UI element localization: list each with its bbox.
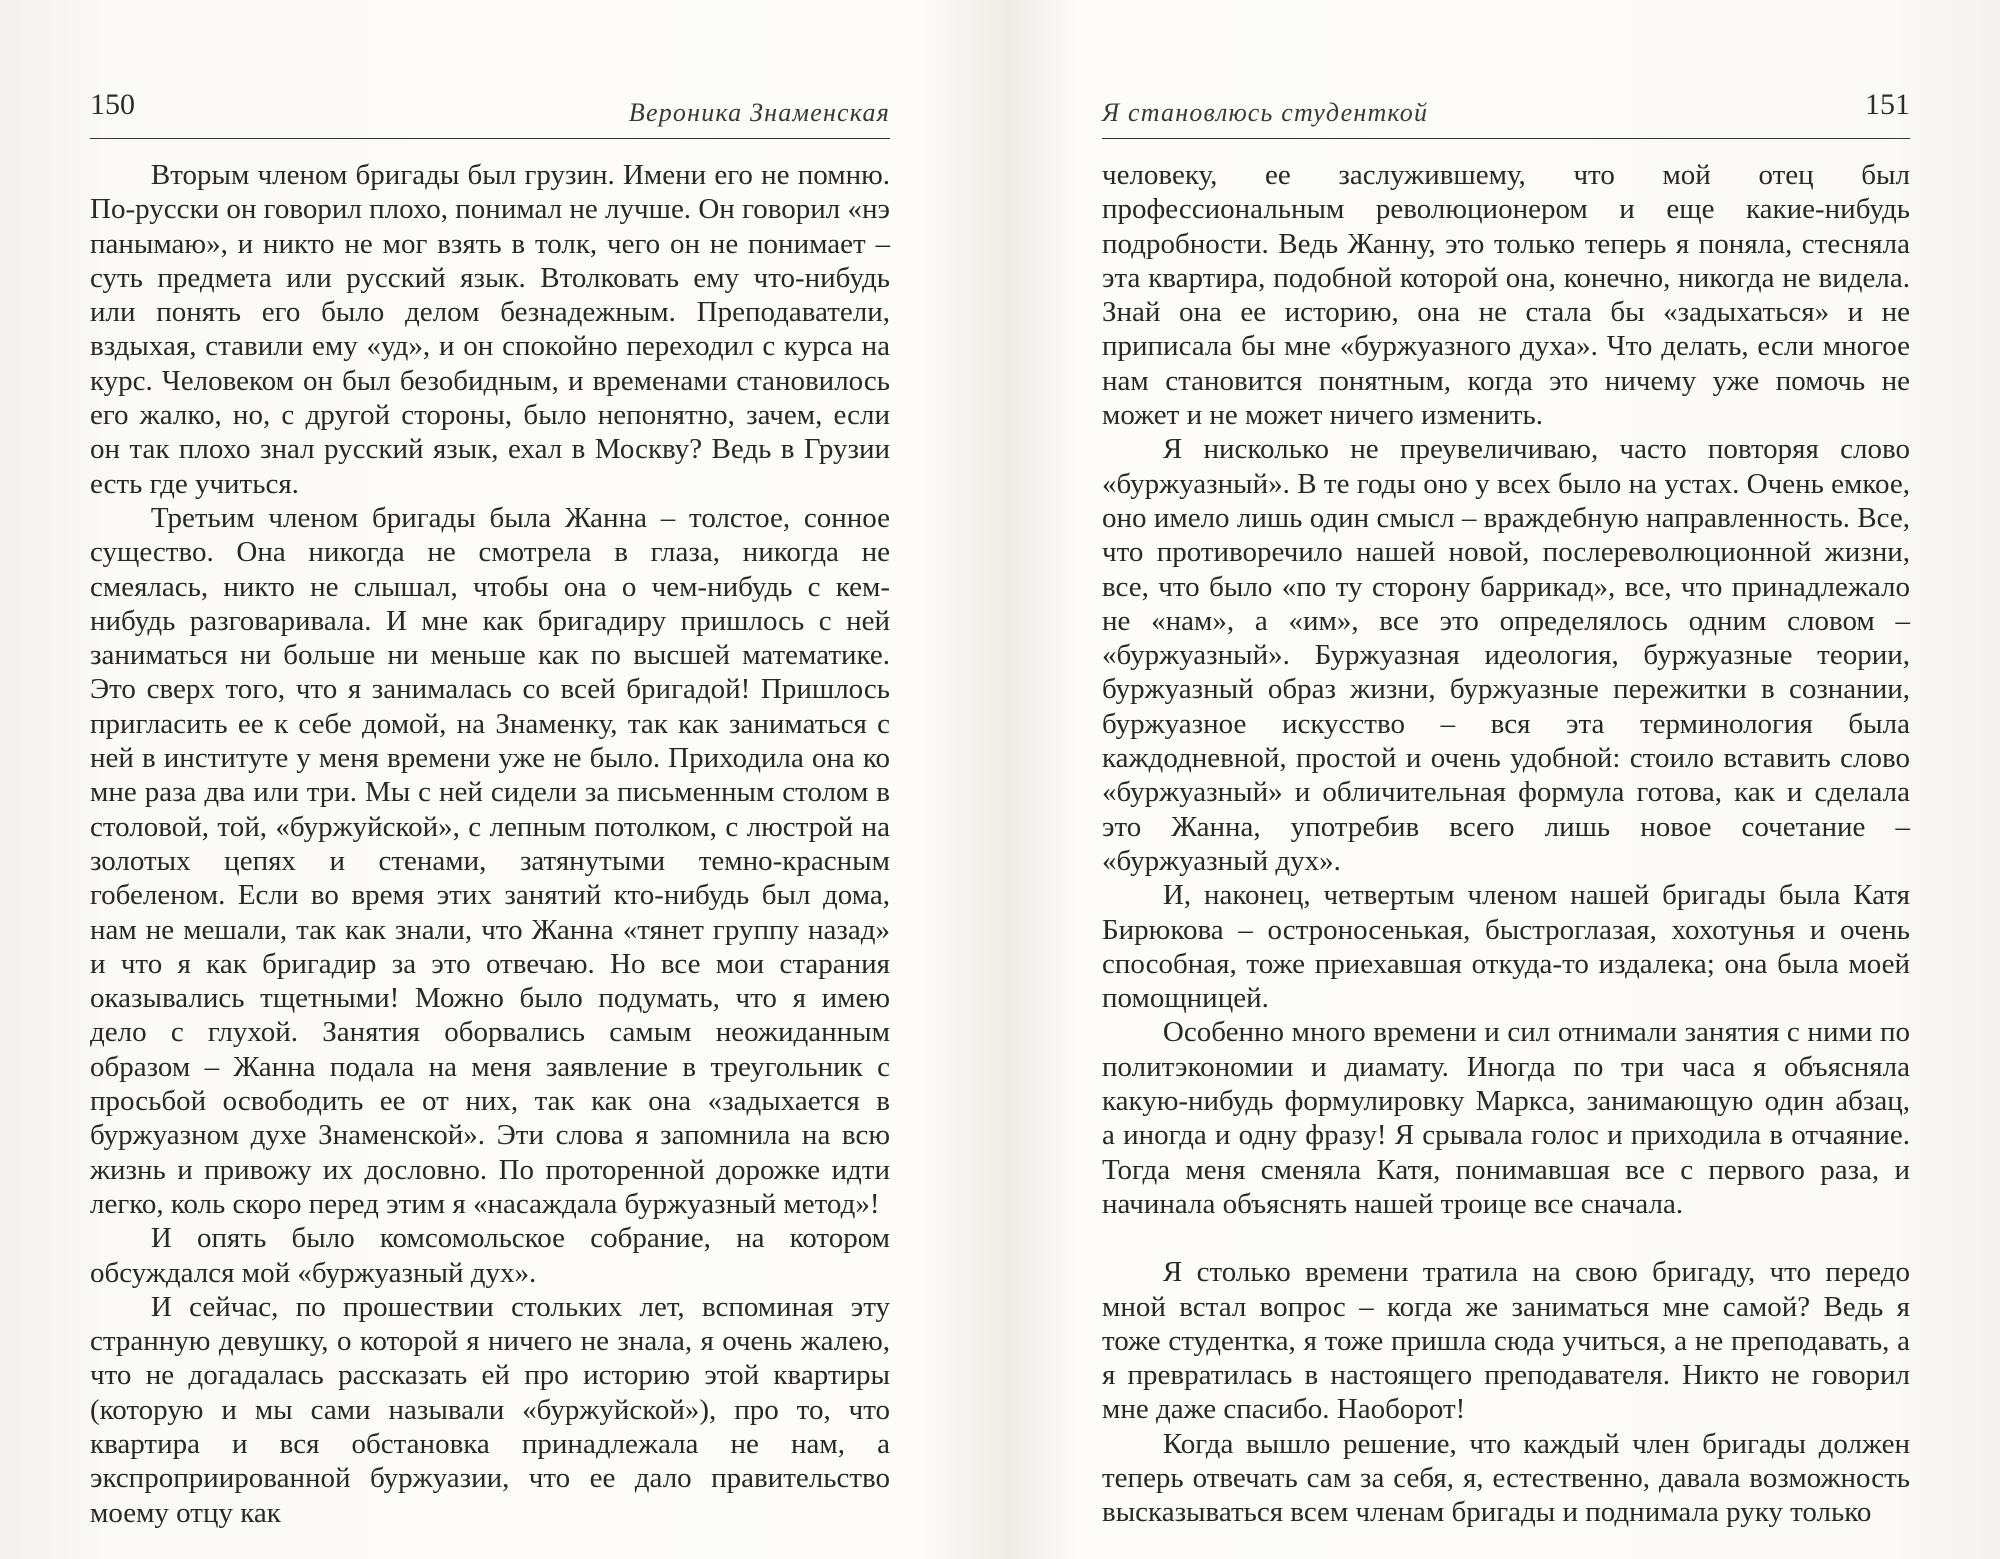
paragraph: человеку, ее заслужившему, что мой отец был профессиональным революционером и еще какие-нибудь подробности. Ведь Жанну, это только теперь я поняла, стесняла эта квартира, подобной которой она, конечно, никогда не видела. Знай она ее историю, она не стала бы «задыхаться» и не приписала бы мне «буржуазного духа». Что делать, если многое нам становится понятным, когда это ничему уже помочь не может и не может ничего изменить.	[1102, 159, 1910, 432]
running-head-author: Вероника Знаменская	[628, 98, 890, 127]
right-page	[1000, 0, 2000, 1559]
section-break	[1102, 1221, 1910, 1255]
running-head-chapter: Я становлюсь студенткой	[1102, 98, 1429, 127]
paragraph: Я столько времени тратила на свою бригаду, что передо мной встал вопрос – когда же заниматься мне самой? Ведь я тоже студентка, я тоже пришла сюда учиться, а не преподавать, а я превратилась в настоящего преподавателя. Никто не говорил мне даже спасибо. Наоборот!	[1102, 1256, 1910, 1426]
right-page-header	[1102, 86, 1910, 139]
paragraph: И, наконец, четвертым членом нашей бригады была Катя Бирюкова – остроносенькая, быстроглазая, хохотунья и очень способная, тоже приехавшая откуда-то издалека; она была моей помощницей.	[1102, 879, 1910, 1015]
paragraph: И опять было комсомольское собрание, на котором обсуждался мой «буржуазный дух».	[90, 1222, 890, 1289]
paragraph: Я нисколько не преувеличиваю, часто повторяя слово «буржуазный». В те годы оно у всех было на устах. Очень емкое, оно имело лишь один смысл – враждебную направленность. Все, что противоречило нашей новой, послереволюционной жизни, все, что было «по ту сторону баррикад», все, что принадлежало не «нам», а «им», все это определялось одним словом – «буржуазный». Буржуазная идеология, буржуазные теории, буржуазный образ жизни, буржуазные пережитки в сознании, буржуазное искусство – вся эта терминология была каждодневной, простой и очень удобной: стоило вставить слово «буржуазный» и обличительная формула готова, как и сделала это Жанна, употребив всего лишь новое сочетание – «буржуазный дух».	[1102, 433, 1910, 877]
page-number: 151	[1865, 88, 1910, 121]
paragraph: Вторым членом бригады был грузин. Имени его не помню. По-русски он говорил плохо, понимал не лучше. Он говорил «нэ панымаю», и никто не мог взять в толк, чего он не понимает – суть предмета или русский язык. Втолковать ему что-нибудь или понять его было делом безнадежным. Преподаватели, вздыхая, ставили ему «уд», и он спокойно переходил с курса на курс. Человеком он был безобидным, и временами становилось его жалко, но, с другой стороны, было непонятно, зачем, если он так плохо знал русский язык, ехал в Москву? Ведь в Грузии есть где учиться.	[90, 159, 890, 500]
paragraph: И сейчас, по прошествии стольких лет, вспоминая эту странную девушку, о которой я ничего не знала, я очень жалею, что не догадалась рассказать ей про историю этой квартиры (которую и мы сами называли «буржуйской»), про то, что квартира и вся обстановка принадлежала не нам, а экспроприированной буржуазии, что ее дало правительство моему отцу как	[90, 1290, 890, 1529]
paragraph: Особенно много времени и сил отнимали занятия с ними по политэкономии и диамату. Иногда по три часа я объясняла какую-нибудь формулировку Маркса, занимающую один абзац, а иногда и одну фразу! Я срывала голос и приходила в отчаяние. Тогда меня сменяла Катя, понимавшая все с первого раза, и начинала объяснять нашей троице все сначала.	[1102, 1016, 1910, 1220]
paragraph: Третьим членом бригады была Жанна – толстое, сонное существо. Она никогда не смотрела в глаза, никогда не смеялась, никто не слышал, чтобы она о чем-нибудь с кем-нибудь разговаривала. И мне как бригадиру пришлось с ней заниматься ни больше ни меньше как по высшей математике. Это сверх того, что я занималась со всей бригадой! Пришлось пригласить ее к себе домой, на Знаменку, так как заниматься с ней в институте у меня времени уже не было. Приходила она ко мне раза два или три. Мы с ней сидели за письменным столом в столовой, той, «буржуйской», с лепным потолком, с люстрой на золотых цепях и стенами, затянутыми темно-красным гобеленом. Если во время этих занятий кто-нибудь был дома, нам не мешали, так как знали, что Жанна «тянет группу назад» и что я как бригадир за это отвечаю. Но все мои старания оказывались тщетными! Можно было подумать, что я имею дело с глухой. Занятия оборвались самым неожиданным образом – Жанна подала на меня заявление в треугольник с просьбой освободить ее от них, так как она «задыхается в буржуазном духе Знаменской». Эти слова я запомнила на всю жизнь и привожу их дословно. По протоpенной дорожке идти легко, коль скоро перед этим я «насаждала буржуазный метод»!	[90, 501, 890, 1220]
right-page-body	[1102, 158, 1910, 1530]
page-number: 150	[90, 88, 135, 121]
left-page-body	[90, 158, 890, 1530]
paragraph: Когда вышло решение, что каждый член бригады должен теперь отвечать сам за себя, я, естественно, давала возможность высказываться всем членам бригады и поднимала руку только	[1102, 1427, 1910, 1529]
left-page-header	[90, 86, 890, 139]
